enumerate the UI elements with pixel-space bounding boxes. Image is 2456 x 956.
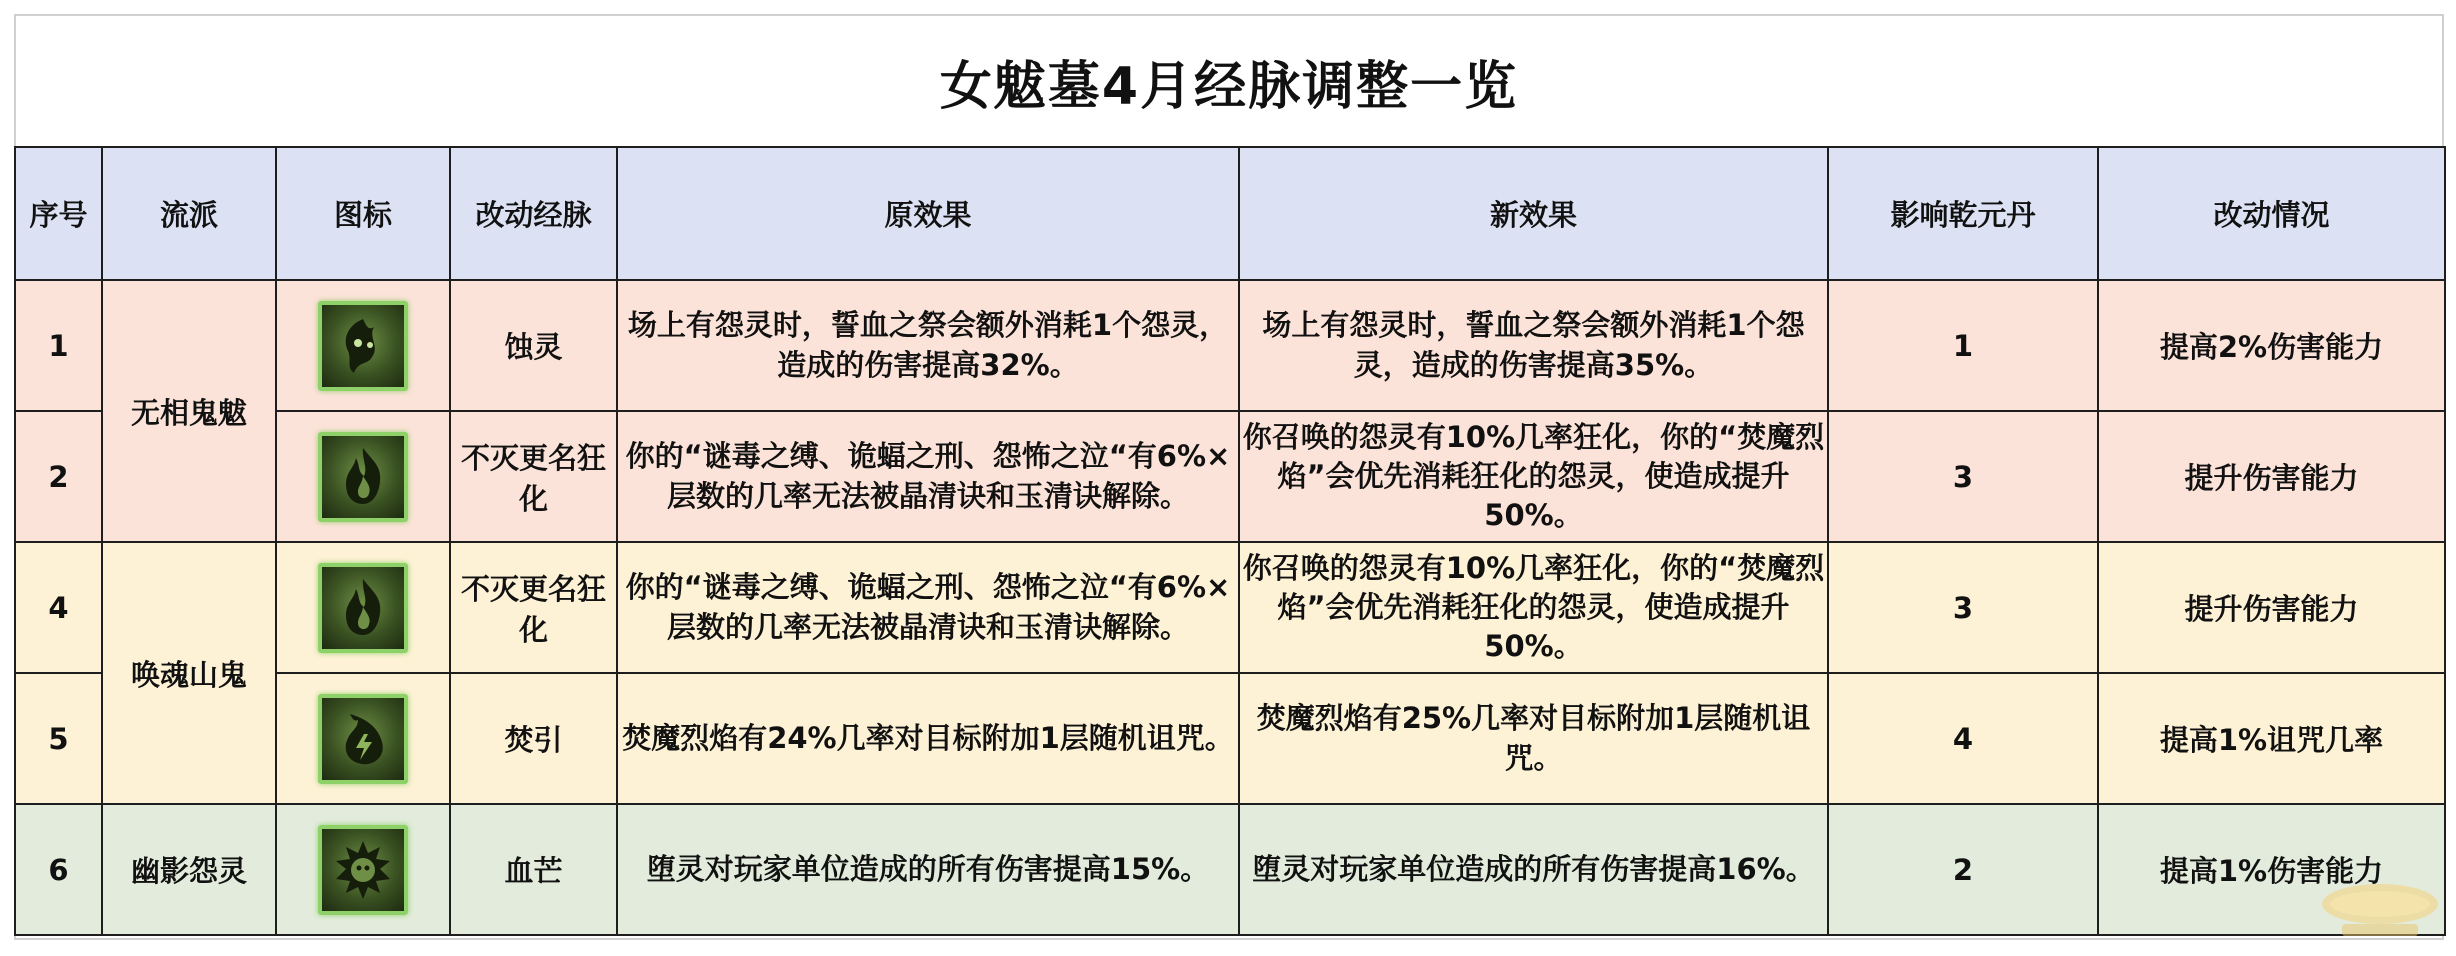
- spirit-icon: [318, 301, 408, 391]
- icon-cell: [276, 411, 450, 542]
- header-row: [15, 147, 2445, 280]
- col-header-old-effect: 原效果: [617, 147, 1239, 280]
- table-row: [15, 280, 2445, 411]
- meridian-name: 焚引: [450, 673, 617, 804]
- page-title: 女魃墓4月经脉调整一览: [939, 56, 1519, 117]
- row-number: 4: [15, 542, 102, 673]
- new-effect: 你召唤的怨灵有10%几率狂化，你的“焚魔烈焰”会优先消耗狂化的怨灵，使造成提升50%。: [1239, 411, 1828, 542]
- fire-bolt-icon: [318, 694, 408, 784]
- table-row: [15, 411, 2445, 542]
- row-number: 6: [15, 804, 102, 935]
- col-header-icon: 图标: [276, 147, 450, 280]
- icon-cell: [276, 673, 450, 804]
- change-summary: 提升伤害能力: [2098, 411, 2445, 542]
- col-header-change: 改动情况: [2098, 147, 2445, 280]
- col-header-school: 流派: [102, 147, 276, 280]
- skull-burst-icon: [318, 825, 408, 915]
- meridian-table: [14, 146, 2446, 936]
- row-number: 1: [15, 280, 102, 411]
- change-summary: 提高1%诅咒几率: [2098, 673, 2445, 804]
- pill-count: 1: [1828, 280, 2098, 411]
- new-effect: 堕灵对玩家单位造成的所有伤害提高16%。: [1239, 804, 1828, 935]
- change-summary: 提升伤害能力: [2098, 542, 2445, 673]
- col-header-pill: 影响乾元丹: [1828, 147, 2098, 280]
- pill-count: 4: [1828, 673, 2098, 804]
- new-effect: 场上有怨灵时，誓血之祭会额外消耗1个怨灵，造成的伤害提高35%。: [1239, 280, 1828, 411]
- old-effect: 你的“谜毒之缚、诡蝠之刑、怨怖之泣“有6%×层数的几率无法被晶清诀和玉清诀解除。: [617, 411, 1239, 542]
- change-summary: 提高2%伤害能力: [2098, 280, 2445, 411]
- school-cell: 幽影怨灵: [102, 804, 276, 935]
- table-row: [15, 804, 2445, 935]
- site-logo-watermark: [2318, 880, 2442, 940]
- change-summary: 提高1%伤害能力: [2098, 804, 2445, 935]
- icon-cell: [276, 280, 450, 411]
- meridian-name: 血芒: [450, 804, 617, 935]
- flame-icon: [318, 432, 408, 522]
- icon-cell: [276, 542, 450, 673]
- school-cell: 唤魂山鬼: [102, 542, 276, 804]
- pill-count: 3: [1828, 542, 2098, 673]
- icon-cell: [276, 804, 450, 935]
- meridian-name: 不灭更名狂化: [450, 542, 617, 673]
- row-number: 2: [15, 411, 102, 542]
- new-effect: 焚魔烈焰有25%几率对目标附加1层随机诅咒。: [1239, 673, 1828, 804]
- col-header-meridian: 改动经脉: [450, 147, 617, 280]
- col-header-number: 序号: [15, 147, 102, 280]
- row-number: 5: [15, 673, 102, 804]
- pill-count: 3: [1828, 411, 2098, 542]
- flame-icon: [318, 563, 408, 653]
- school-cell: 无相鬼魃: [102, 280, 276, 542]
- meridian-name: 不灭更名狂化: [450, 411, 617, 542]
- table-row: [15, 673, 2445, 804]
- pill-count: 2: [1828, 804, 2098, 935]
- old-effect: 堕灵对玩家单位造成的所有伤害提高15%。: [617, 804, 1239, 935]
- new-effect: 你召唤的怨灵有10%几率狂化，你的“焚魔烈焰”会优先消耗狂化的怨灵，使造成提升50%。: [1239, 542, 1828, 673]
- old-effect: 焚魔烈焰有24%几率对目标附加1层随机诅咒。: [617, 673, 1239, 804]
- col-header-new-effect: 新效果: [1239, 147, 1828, 280]
- table-row: [15, 542, 2445, 673]
- old-effect: 你的“谜毒之缚、诡蝠之刑、怨怖之泣“有6%×层数的几率无法被晶清诀和玉清诀解除。: [617, 542, 1239, 673]
- meridian-name: 蚀灵: [450, 280, 617, 411]
- old-effect: 场上有怨灵时，誓血之祭会额外消耗1个怨灵，造成的伤害提高32%。: [617, 280, 1239, 411]
